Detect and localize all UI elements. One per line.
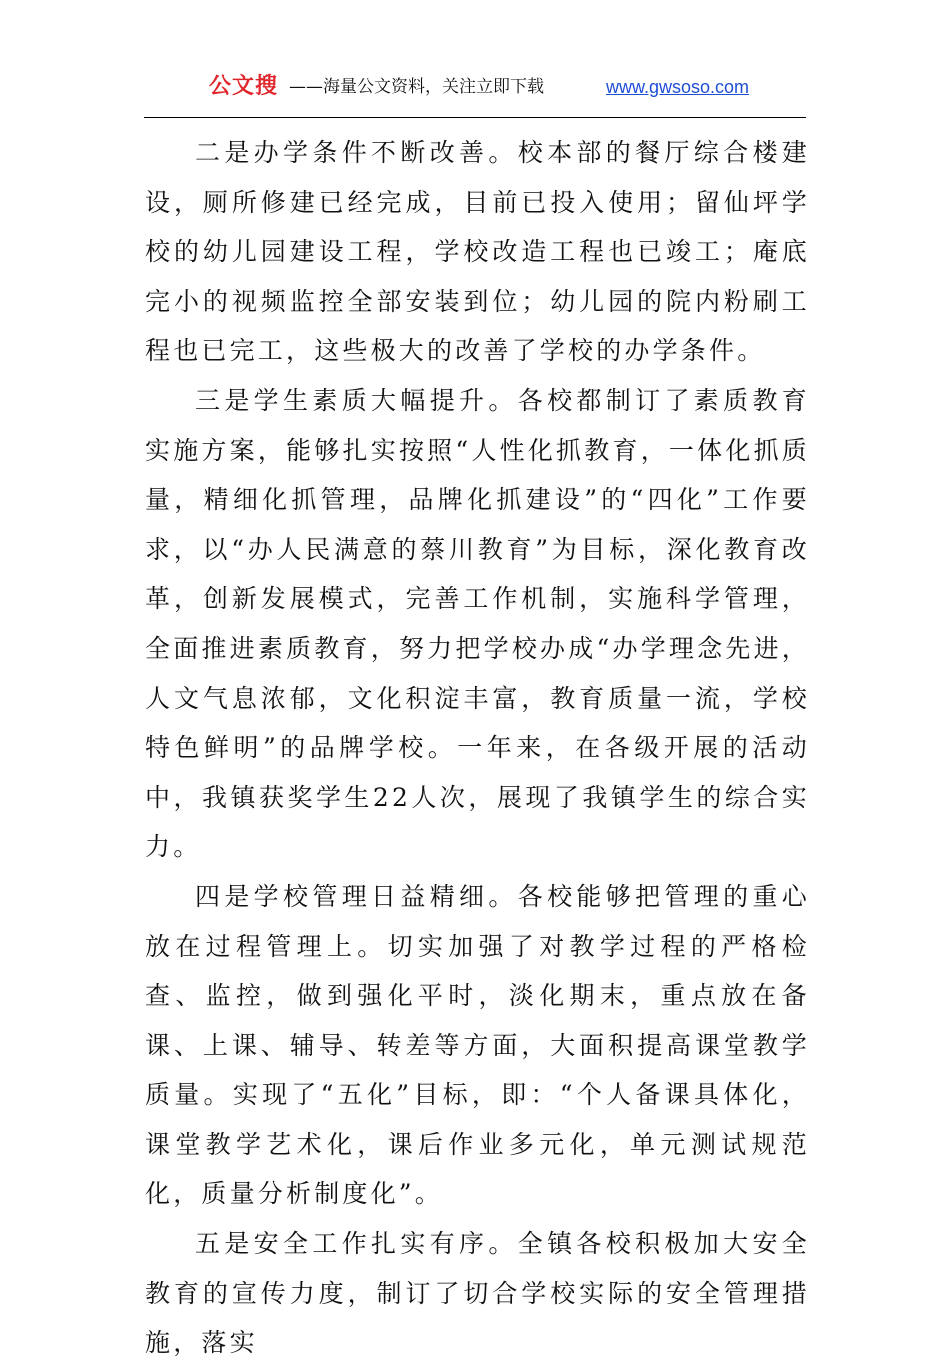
page-header: [0, 70, 950, 104]
document-body: [145, 128, 810, 1368]
header-tagline: ——海量公文资料，关注立即下载: [289, 77, 544, 97]
paragraph-school-management: 四是学校管理日益精细。各校能够把管理的重心放在过程管理上。切实加强了对教学过程的严格检查、监控，做到强化平时，淡化期末，重点放在备课、上课、辅导、转差等方面，大面积提高课堂教学质量。实现了“五化”目标，即：“个人备课具体化，课堂教学艺术化，课后作业多元化，单元测试规范化，质量分析制度化”。: [145, 881, 810, 1209]
paragraph-school-conditions: 二是办学条件不断改善。校本部的餐厅综合楼建设，厕所修建已经完成，目前已投入使用；留仙坪学校的幼儿园建设工程，学校改造工程也已竣工；庵底完小的视频监控全部安装到位；幼儿园的院内粉刷工程也已完工，这些极大的改善了学校的办学条件。: [145, 138, 810, 366]
site-link[interactable]: www.gwsoso.com: [606, 77, 750, 97]
paragraph-safety-work: 五是安全工作扎实有序。全镇各校积极加大安全教育的宣传力度，制订了切合学校实际的安全管理措施，落实: [145, 1229, 810, 1358]
header-divider: [144, 117, 806, 118]
paragraph-student-quality: 三是学生素质大幅提升。各校都制订了素质教育实施方案，能够扎实按照“人性化抓教育，一体化抓质量，精细化抓管理，品牌化抓建设”的“四化”工作要求，以“办人民满意的蔡川教育”为目标，深化教育改革，创新发展模式，完善工作机制，实施科学管理，全面推进素质教育，努力把学校办成“办学理念先进，人文气息浓郁，文化积淀丰富，教育质量一流，学校特色鲜明”的品牌学校。一年来，在各级开展的活动中，我镇获奖学生22人次，展现了我镇学生的综合实力。: [145, 385, 810, 862]
brand-logo-text: 公文搜: [209, 74, 279, 99]
